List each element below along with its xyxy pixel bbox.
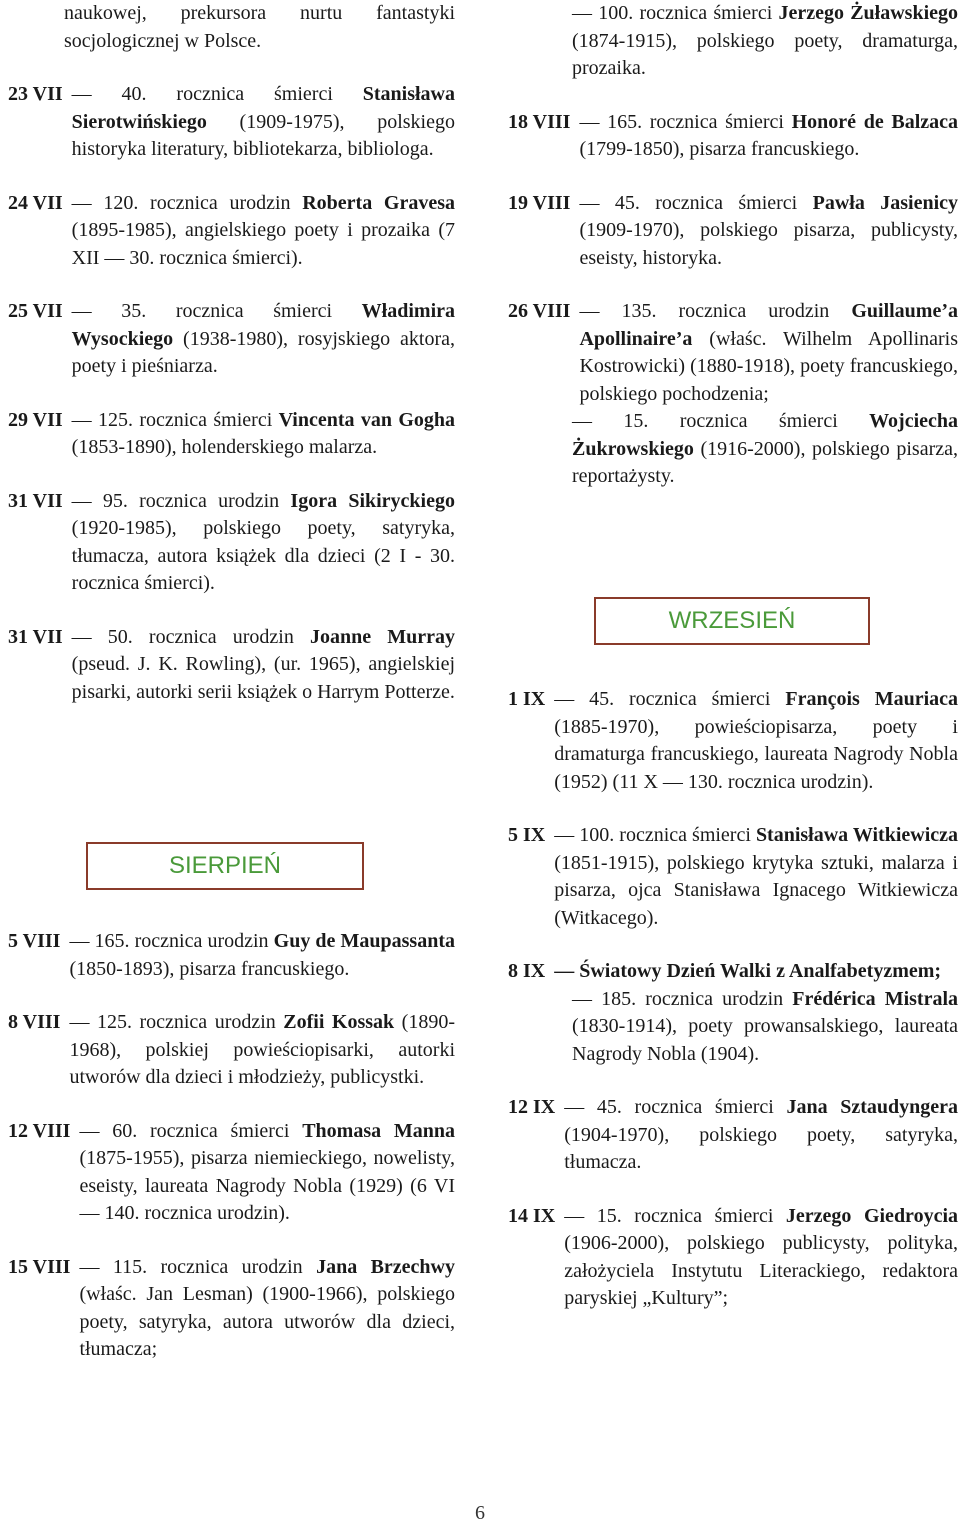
right-column-september [508,686,958,1339]
entry-person: Honoré de Balzaca [791,110,959,133]
entry-26-viii [508,298,958,491]
entry-pre: 125. rocznica urodzin [96,1011,284,1033]
dash: — [572,987,592,1010]
entry-12-viii [8,1118,455,1228]
entry-pre: 60. rocznica śmierci [112,1119,303,1142]
entry-person: Pawła Jasienicy [812,191,959,214]
entry-8-ix-sub [508,986,958,1069]
entry-text [564,1094,958,1177]
entry-text [579,190,958,273]
entry-date: 1 IX [508,688,546,710]
left-column [8,0,455,732]
month-heading-wrzesien: WRZESIEŃ [594,597,870,645]
entry-text [579,298,958,408]
month-heading-sierpien: SIERPIEŃ [86,842,364,890]
entry-text [579,109,958,164]
entry-person: Stanisława Sierotwińskiego [71,83,455,133]
dash: — [554,688,575,710]
entry-pre: 100. rocznica śmierci [598,2,779,24]
entry-pre: 45. rocznica śmierci [614,191,813,214]
dash: — [572,410,592,432]
left-column-august [8,928,455,1390]
entry-15-viii [8,1254,455,1364]
entry-rest: (1909-1970), polskiego pisarza, publicysty, eseisty, historyka. [579,219,958,269]
entry-rest: (właśc. Jan Lesman) (1900-1966), polskiego poety, satyryka, autora utworów dla dzieci, tłumacza; [79,1283,455,1360]
entry-rest: (1938-1980), rosyjskiego aktora, poety i pieśniarza. [71,327,455,377]
entry-person: Guy de Maupassanta [273,930,456,952]
entry-rest: (1904-1970), polskiego poety, satyryka, tłumacza. [564,1123,958,1173]
entry-person: Jerzego Giedroycia [785,1204,959,1227]
entry-date: 24 VII [8,191,63,214]
dash: — [579,300,600,322]
entry-29-vii [8,407,455,462]
entry-pre: 50. rocznica urodzin [107,625,310,648]
dash: — [579,191,600,214]
entry-person: Jerzego Żuławskiego [778,2,958,24]
entry-text [72,488,455,598]
entry-31-vii-a [8,488,455,598]
entry-12-ix [508,1094,958,1177]
entry-text [69,928,455,983]
entry-date: 14 IX [508,1204,556,1227]
dash: — [572,2,592,24]
entry-25-vii [8,298,455,381]
entry-person: Igora Sikiryckiego [290,489,455,512]
entry-text [79,1118,455,1228]
dash: — [71,83,92,105]
entry-pre: 45. rocznica śmierci [596,1096,787,1118]
right-column [508,0,958,517]
entry-rest: (pseud. J. K. Rowling), (ur. 1965), angielskiej pisarki, autorki serii książek o Harrym Potterze. [71,653,455,703]
dash: — [579,110,600,133]
dash: — [71,489,92,512]
entry-pre: 15. rocznica śmierci [623,410,870,432]
entry-text [72,298,455,381]
entry-31-vii-b [8,624,455,707]
entry-person: Joanne Murray [309,625,455,648]
observance-title: Światowy Dzień Walki z Analfabetyzmem; [579,960,942,982]
entry-rest: (1909-1975), polskiego historyka literatury, bibliotekarza, bibliologa. [71,110,455,160]
entry-pre: 45. rocznica śmierci [589,688,786,710]
entry-date: 23 VII [8,83,63,105]
entry-text [554,822,958,932]
entry-person: Zofii Kossak [283,1011,395,1033]
page-number: 6 [475,1502,485,1524]
entry-date: 8 VIII [8,1011,61,1033]
entry-date: 12 VIII [8,1119,71,1142]
entry-person: Roberta Gravesa [302,191,455,214]
entry-pre: 135. rocznica urodzin [621,300,852,322]
entry-date: 5 VIII [8,930,61,952]
entry-pre: 115. rocznica urodzin [112,1255,317,1278]
entry-pre: 100. rocznica śmierci [579,824,756,846]
entry-person: Frédérica Mistrala [792,987,959,1010]
entry-person: François Mauriaca [785,688,959,710]
entry-1-ix [508,686,958,796]
entry-8-ix [508,958,958,1068]
entry-text [554,958,958,986]
entry-5-ix [508,822,958,932]
entry-23-vii [8,81,455,164]
entry-pre: 40. rocznica śmierci [121,83,363,105]
entry-19-viii [508,190,958,273]
entry-pre: 125. rocznica śmierci [98,408,279,431]
dash: — [554,960,575,982]
entry-text [564,1203,958,1313]
entry-date: 12 IX [508,1096,556,1118]
intro-continuation [8,0,455,55]
entry-text [72,407,455,462]
dash: — [71,408,92,431]
entry-person: Jana Sztaudyngera [786,1096,959,1118]
entry-rest: (1830-1914), poety prowansalskiego, laureata Nagrody Nobla (1904). [572,1015,958,1065]
entry-person: Władimira Wysockiego [71,300,456,350]
entry-pre: 165. rocznica urodzin [94,930,274,952]
entry-date: 25 VII [8,300,63,322]
entry-date: 15 VIII [8,1255,71,1278]
entry-rest: (1874-1915), polskiego poety, dramaturga, prozaika. [572,29,958,79]
entry-person: Guillaume’a Apollinaire’a [579,300,958,350]
entry-person: Stanisława Witkiewicza [755,824,959,846]
entry-text [79,1254,455,1364]
dash: — [79,1119,100,1142]
entry-text [72,81,455,164]
entry-person: Thomasa Manna [302,1119,456,1142]
intro-text: naukowej, prekursora nurtu fantastyki socjologicznej w Polsce. [64,2,455,52]
entry-8-viii [8,1009,455,1092]
entry-date: 29 VII [8,408,63,431]
entry-rest: (1850-1893), pisarza francuskiego. [69,957,350,980]
dash: — [71,191,92,214]
dash: — [79,1255,100,1278]
entry-rest: (1853-1890), holenderskiego malarza. [71,436,378,458]
entry-person: Jana Brzechwy [316,1255,456,1278]
entry-person: Wojciecha Żukrowskiego [572,410,959,460]
entry-text [69,1009,455,1092]
entry-rest: (1916-2000), polskiego pisarza, reportażysty. [572,437,958,487]
entry-5-viii [8,928,455,983]
entry-rest: (1851-1915), polskiego krytyka sztuki, malarza i pisarza, ojca Stanisława Ignacego Witkiewicza (Witkacego). [554,851,958,929]
entry-date: 26 VIII [508,300,571,322]
entry-24-vii [8,190,455,273]
entry-26-viii-sub [508,408,958,491]
entry-14-ix [508,1203,958,1313]
dash: — [564,1204,585,1227]
entry-rest: (1875-1955), pisarza niemieckiego, nowelisty, eseisty, laureata Nagrody Nobla (1929) (6 VI — 140. rocznica urodzin). [79,1147,455,1224]
entry-rest: (1890-1968), polskiej powieściopisarki, autorki utworów dla dzieci i młodzieży, publicystki. [69,1011,455,1088]
entry-text [72,190,455,273]
entry-pre: 35. rocznica śmierci [121,300,362,322]
entry-date: 18 VIII [508,110,571,133]
entry-rest: (1799-1850), pisarza francuskiego. [579,138,860,160]
entry-pre: 95. rocznica urodzin [102,489,291,512]
entry-pre: 120. rocznica urodzin [103,191,303,214]
entry-date: 5 IX [508,824,546,846]
entry-person: Vincenta van Gogha [278,408,456,431]
entry-rest: (właśc. Wilhelm Apollinaris Kostrowicki) (1880-1918), poety francuskiego, polskiego pochodzenia; [579,327,958,405]
entry-15-viii-continued [508,0,958,83]
dash: — [71,300,92,322]
entry-rest: (1885-1970), powieściopisarza, poety i dramaturga francuskiego, laureata Nagrody Nobla (1952) (11 X — 130. rocznica urodzin). [554,715,958,793]
entry-text [554,686,958,796]
entry-date: 8 IX [508,960,546,982]
entry-rest: (1920-1985), polskiego poety, satyryka, tłumacza, autora książek dla dzieci (2 I - 30. rocznica śmierci). [71,517,455,594]
entry-rest: (1895-1985), angielskiego poety i prozaika (7 XII — 30. rocznica śmierci). [71,219,455,269]
dash: — [69,1011,90,1033]
entry-rest: (1906-2000), polskiego publicysty, polityka, założyciela Instytutu Literackiego, redaktora paryskiej „Kultury”; [564,1232,958,1309]
entry-18-viii [508,109,958,164]
dash: — [69,930,90,952]
entry-date: 31 VII [8,625,63,648]
entry-pre: 185. rocznica urodzin [601,987,793,1010]
entry-pre: 15. rocznica śmierci [596,1204,786,1227]
dash: — [71,625,92,648]
entry-pre: 165. rocznica śmierci [607,110,792,133]
entry-date: 19 VIII [508,191,571,214]
entry-text [72,624,455,707]
entry-date: 31 VII [8,489,63,512]
dash: — [564,1096,585,1118]
dash: — [554,824,575,846]
